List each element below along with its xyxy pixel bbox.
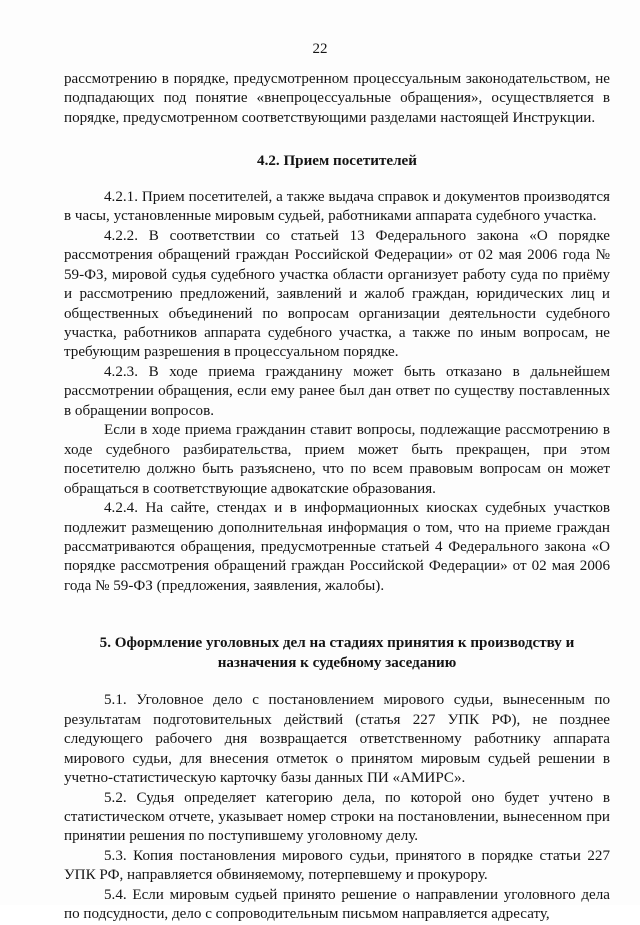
page-number: 22 <box>312 41 328 57</box>
paragraph-5-3: 5.3. Копия постановления мирового судьи, принятого в порядке статьи 227 УПК РФ, направляется обвиняемому, потерпевшему и прокурору. <box>64 847 610 884</box>
paragraph-4-2-3-continued: Если в ходе приема гражданин ставит вопросы, подлежащие рассмотрению в ходе судебного разбирательства, прием может быть прекращен, при этом посетителю должно быть разъяснено, что по всем правовым вопросам он может обращаться в соответствующие адвокатские образования. <box>64 422 610 497</box>
paragraph-4-2-1: 4.2.1. Прием посетителей, а также выдача справок и документов производятся в часы, установленные мировым судьей, работниками аппарата судебного участка. <box>64 188 610 225</box>
paragraph-4-2-4: 4.2.4. На сайте, стендах и в информационных киосках судебных участков подлежит размещению дополнительная информация о том, что на приеме граждан рассматриваются обращения, предусмотренные статьей 4 Федерального закона «О порядке рассмотрения обращений граждан Российской Федерации» от 02 мая 2006 года № 59-ФЗ (предложения, заявления, жалобы). <box>64 500 610 594</box>
page-content <box>64 70 610 925</box>
paragraph-4-2-2: 4.2.2. В соответствии со статьей 13 Федерального закона «О порядке рассмотрения обращений граждан Российской Федерации» от 02 мая 2006 года № 59-ФЗ, мировой судья судебного участка области организует работу суда по приёму и рассмотрению предложений, заявлений и жалоб граждан, юридических лиц и общественных объединений по вопросам организации деятельности судебного участка, работников аппарата судебного участка, а также по иным вопросам, не требующим разрешения в процессуальном порядке. <box>64 227 610 361</box>
intro-paragraph: рассмотрению в порядке, предусмотренном процессуальным законодательством, не подпадающих под понятие «внепроцессуальные обращения», осуществляется в порядке, предусмотренном соответствующими разделами настоящей Инструкции. <box>64 71 610 126</box>
paragraph-5-2: 5.2. Судья определяет категорию дела, по которой оно будет учтено в статистическом отчете, указывает номер строки на постановлении, вынесенном при принятии решения по поступившему уголовному делу. <box>64 789 610 845</box>
section-5-heading-line-2: назначения к судебному заседанию <box>217 654 457 671</box>
section-5-heading <box>64 634 610 673</box>
paragraph-5-4: 5.4. Если мировым судьей принято решение о направлении уголовного дела по подсудности, дело с сопроводительным письмом направляется адресату, <box>64 886 610 923</box>
paragraph-4-2-3: 4.2.3. В ходе приема гражданину может быть отказано в дальнейшем рассмотрении обращения, если ему ранее был дан ответ по существу поставленных в обращении вопросов. <box>64 363 610 419</box>
paragraph-5-1: 5.1. Уголовное дело с постановлением мирового судьи, вынесенным по результатам подготовительных действий (статья 227 УПК РФ), не позднее следующего рабочего дня возвращается ответственному работнику аппарата мирового судьи, для внесения отметок о принятом мировым судьей решении в учетно-статистическую карточку базы данных ПИ «АМИРС». <box>64 692 610 787</box>
section-5-heading-line-1: 5. Оформление уголовных дел на стадиях принятия к производству и <box>99 635 575 652</box>
section-4-2-heading: 4.2. Прием посетителей <box>257 153 417 170</box>
